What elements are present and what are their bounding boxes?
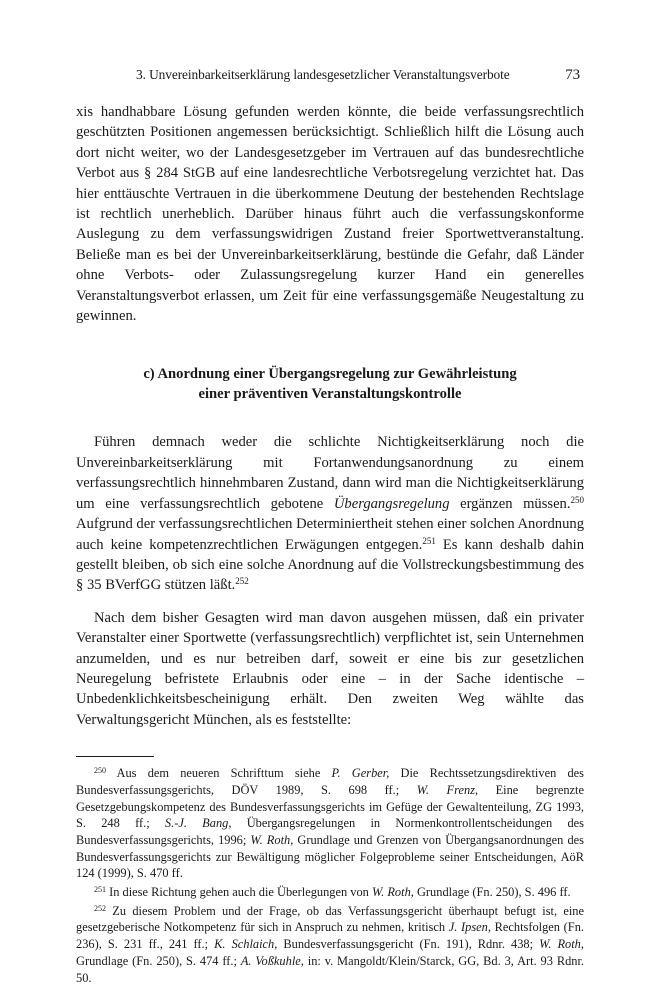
paragraph-1: xis handhabbare Lösung gefunden werden könnte, die beide verfassungsrechtlich geschützten Positionen angemessen berücksichtigt. Schließlich hilft die Lösung auch dort nicht weiter, wo der Landesgesetzgeber im Vertrauen auf das bundesrechtliche Verbot aus § 284 StGB auf eine landesrechtliche Verbotsregelung verzichtet hat. Das hier enttäuschte Vertrauen in die überkommene Deutung der bestehenden Rechtslage ist rechtlich unerheblich. Darüber hinaus führt auch die verfassungskonforme Auslegung zu dem verfassungswidrigen Zustand freier Sportwettveranstaltung. Beließe man es bei der Unvereinbarkeitserklärung, bestünde die Gefahr, daß Länder ohne Verbots- oder Zulassungsregelung kurzer Hand ein generelles Veranstaltungsverbot erlassen, um Zeit für eine verfassungsgemäße Neugestaltung zu gewinnen. <box>76 104 584 325</box>
text-run: In diese Richtung gehen auch die Überlegungen von <box>106 885 372 900</box>
footnotes <box>76 765 584 986</box>
author-name: S.-J. Bang, <box>164 816 232 831</box>
text-run: Aus dem neueren Schrifttum siehe <box>106 766 332 781</box>
text-run: Grundlage (Fn. 250), S. 474 ff.; <box>76 953 241 968</box>
section-heading-line-1: c) Anordnung einer Übergangsregelung zur Gewährleistung <box>143 366 517 383</box>
author-name: W. Roth, <box>250 832 294 847</box>
main-text <box>76 102 584 730</box>
footnote-ref-251[interactable]: 251 <box>422 535 436 546</box>
footnote-divider <box>76 756 154 757</box>
author-name: J. Ipsen, <box>448 920 491 935</box>
author-name: W. Frenz, <box>416 782 479 797</box>
text-run: Übergangsregelungen in Normenkontrollentscheidungen des Bundesverfassungsgerichts, 1996; <box>76 816 585 847</box>
text-run: Rechtsfolgen (Fn. 236), S. 231 ff., 241 ff.; <box>76 920 584 952</box>
text-run: Grundlage und Grenzen von Übergangsanordnungen des Bundesverfassungsgerichts zur Bewältigung möglicher Folgeprobleme seiner Entscheidungen, AöR 124 (1999), S. 470 ff. <box>76 832 584 881</box>
footnote-250 <box>76 765 584 882</box>
footnote-ref-250[interactable]: 250 <box>570 494 584 505</box>
text-run: Bundesverfassungsgericht (Fn. 191), Rdnr. 438; <box>277 937 540 952</box>
text-run: Eine begrenzte Gesetzgebungskompetenz des Bundesverfassungsgerichts im Gefüge der Gewaltenteilung, ZG 1993, S. 248 ff.; <box>76 782 584 831</box>
section-heading <box>76 364 584 404</box>
text-run: in: v. Mangoldt/Klein/Starck, GG, Bd. 3, Art. 93 Rdnr. 50. <box>76 953 585 985</box>
text-run: Aufgrund der verfassungsrechtlichen Determiniertheit stehen einer solchen Anordnung auch keine kompetenzrechtlichen Erwägungen entgegen. <box>76 516 584 553</box>
text-run: Zu diesem Problem und der Frage, ob das Verfassungsgericht überhaupt befugt ist, eine gesetzgeberische Notkompetenz für sich in Anspruch zu nehmen, kritisch <box>76 903 584 935</box>
footnote-number: 250 <box>94 766 106 776</box>
author-name: P. Gerber, <box>331 766 390 781</box>
footnote-number: 252 <box>94 903 106 913</box>
footnote-ref-252[interactable]: 252 <box>235 576 249 587</box>
page-number: 73 <box>565 67 580 83</box>
emphasis: Übergangsregelung <box>333 495 450 512</box>
running-title: 3. Unvereinbarkeitserklärung landesgesetzlicher Veranstaltungsverbote <box>136 67 510 82</box>
text-run: Es kann deshalb dahin gestellt bleiben, ob sich eine solche Anordnung auf die Vollstreckungsbestimmung des § 35 BVerfGG stützen läßt. <box>76 536 585 594</box>
author-name: W. Roth, <box>539 937 584 952</box>
book-page <box>76 66 584 988</box>
paragraph-2 <box>76 432 584 595</box>
author-name: K. Schlaich, <box>214 937 278 952</box>
footnote-252 <box>76 903 584 987</box>
section-heading-line-2: einer präventiven Veranstaltungskontrolle <box>198 386 462 403</box>
text-run: ergänzen müssen. <box>449 495 571 512</box>
footnote-251 <box>76 884 584 901</box>
footnote-number: 251 <box>94 885 106 895</box>
text-run: Führen demnach weder die schlichte Nichtigkeitserklärung noch die Unvereinbarkeitserklärung mit Fortanwendungsanordnung zu einem verfassungsrechtlich hinnehmbaren Zustand, dann wird man die Nichtigkeitserklärung um eine verfassungsrechtlich gebotene <box>76 434 584 512</box>
author-name: W. Roth, <box>371 885 414 900</box>
text-run: Die Rechtssetzungsdirektiven des Bundesverfassungsgerichts, DÖV 1989, S. 698 ff.; <box>76 766 584 797</box>
paragraph-3: Nach dem bisher Gesagten wird man davon ausgehen müssen, daß ein privater Veranstalter einer Sportwette (verfassungsrechtlich) verpflichtet ist, sein Unternehmen anzumelden, und es nur betreiben darf, soweit er eine bis zur gesetzlichen Neuregelung befristete Erlaubnis oder eine – in der Sache identische – Unbedenklichkeitsbescheinigung erhält. Den zweiten Weg wählte das Verwaltungsgericht München, als es feststellte: <box>76 609 584 728</box>
text-run: Grundlage (Fn. 250), S. 496 ff. <box>413 885 571 900</box>
author-name: A. Voßkuhle, <box>240 953 304 968</box>
running-header <box>76 66 584 84</box>
